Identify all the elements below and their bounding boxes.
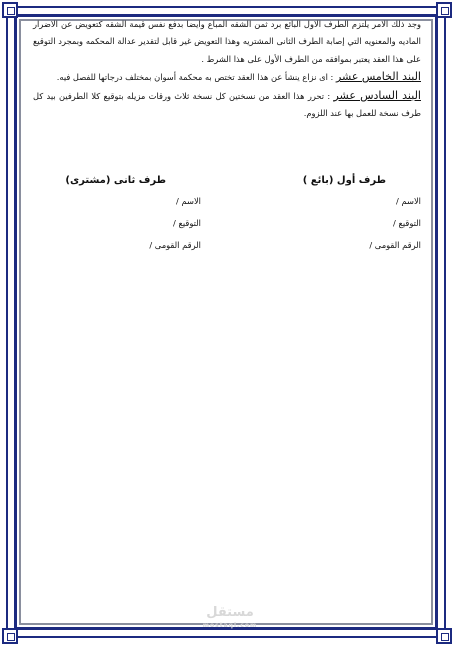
second-party-signature-label: التوقيع / — [173, 218, 201, 228]
second-party-title: طرف ثانى (مشترى) — [65, 175, 166, 186]
first-party-column — [241, 172, 421, 256]
corner-ornament-top-left — [2, 2, 18, 18]
clause-16-title: البند السادس عشر — [333, 88, 421, 102]
watermark-logo-text: مستقل — [206, 605, 254, 620]
watermark-logo-subtext: mostaql.com — [202, 622, 258, 629]
second-party-national-id-label: الرقم القومى / — [149, 240, 201, 250]
clause-16-text: : تحرر هذا العقد من نسختين كل نسخة ثلاث ورقات مزيله بتوقيع كلا الطرفين بيد كل طرف نسخة للعمل بها عند اللزوم. — [33, 90, 421, 119]
corner-ornament-top-right — [436, 2, 452, 18]
mostaql-watermark-logo — [200, 604, 260, 634]
second-party-name-label: الاسم / — [176, 196, 201, 206]
contract-body — [33, 16, 421, 122]
clause-15-title: البند الخامس عشر — [335, 70, 421, 84]
first-party-signature-label: التوقيع / — [393, 218, 421, 228]
first-party-national-id-label: الرقم القومى / — [369, 240, 421, 250]
second-party-column — [21, 172, 201, 256]
clause-15 — [33, 68, 421, 86]
first-party-name-label: الاسم / — [396, 196, 421, 206]
corner-ornament-bottom-right — [436, 628, 452, 644]
corner-ornament-bottom-left — [2, 628, 18, 644]
first-party-title: طرف أول (بائع ) — [302, 175, 386, 186]
clause-15-text: : اى نزاع ينشأ عن هذا العقد تختص به محكمة أسوان بمختلف درجاتها للفصل فيه. — [56, 72, 336, 83]
clause-16 — [33, 87, 421, 123]
compensation-paragraph: وجد ذلك الامر يلتزم الطرف الاول البائع برد ثمن الشقه المباع وايضا بدفع نفس قيمة الشقه كتعويض عن الاضرار الماديه والمعنويه التي إصابة الطرف الثانى المشتريه وهذا التعويض غير قابل لتقدير عدالة المحكمه وبمجرد التوقيع على هذا العقد يعتبر بموافقه من الطرف الأول على هذا الشرط . — [33, 19, 421, 64]
